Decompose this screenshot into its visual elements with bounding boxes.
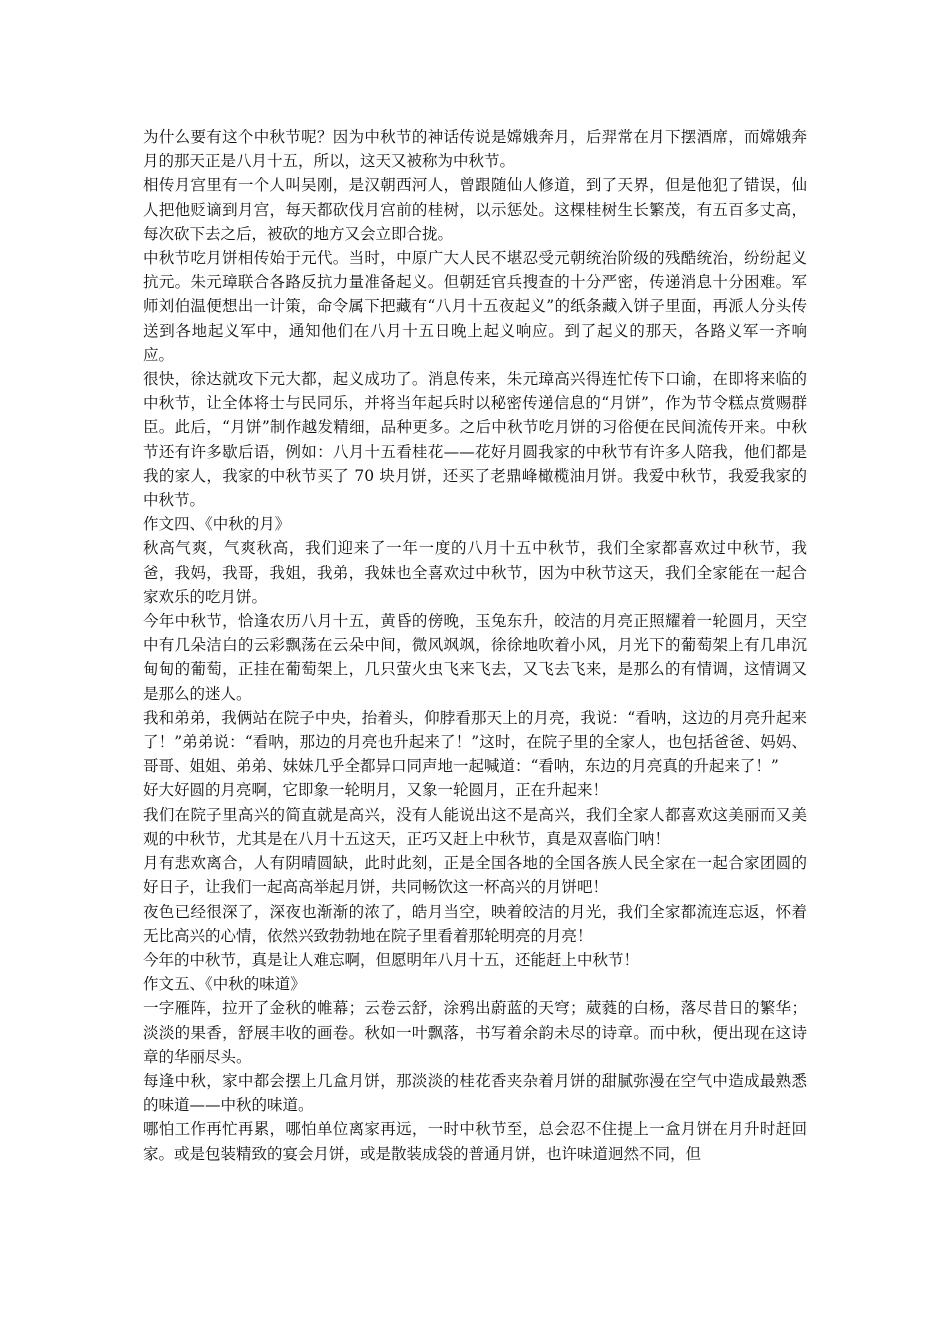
essay-four-heading: 作文四、《中秋的月》 bbox=[143, 515, 291, 534]
paragraph-reunion: 月有悲欢离合，人有阴晴圆缺，此时此刻，正是全国各地的全国各族人民全家在一起合家团圆的好日子，让我们一起高高举起月饼，共同畅饮这一杯高兴的月饼吧！ bbox=[143, 854, 807, 897]
paragraph-watching-moon: 我和弟弟，我俩站在院子中央，抬着头，仰脖看那天上的月亮，我说：“看呐，这边的月亮升起来了！”弟弟说：“看呐，那边的月亮也升起来了！”这时，在院子里的全家人，也包括爸爸、妈妈、哥哥、姐姐、弟弟、妹妹几乎全都异口同声地一起喊道：“看呐，东边的月亮真的升起来了！” bbox=[143, 708, 807, 776]
paragraph-wu-gang-legend: 相传月宫里有一个人叫吴刚，是汉朝西河人，曾跟随仙人修道，到了天界，但是他犯了错误，仙人把他贬谪到月宫，每天都砍伐月宫前的桂树，以示惩处。这棵桂树生长繁茂，有五百多丈高，每次砍下去之后，被砍的地方又会立即合拢。 bbox=[143, 176, 807, 243]
paragraph-mooncake-scent: 每逢中秋，家中都会摆上几盒月饼，那淡淡的桂花香夹杂着月饼的甜腻弥漫在空气中造成最熟悉的味道——中秋的味道。 bbox=[143, 1071, 807, 1115]
paragraph-autumn-scene: 一字雁阵，拉开了金秋的帷幕；云卷云舒，涂鸦出蔚蓝的天穹；葳蕤的白杨，落尽昔日的繁华；淡淡的果香，舒展丰收的画卷。秋如一叶飘落，书写着余韵未尽的诗章。而中秋，便出现在这诗章的华丽尽头。 bbox=[143, 999, 807, 1066]
paragraph-return-home: 哪怕工作再忙再累，哪怕单位离家再远，一时中秋节至，总会忍不住提上一盒月饼在月升时赶回家。或是包装精致的宴会月饼，或是散装成袋的普通月饼，也许味道迥然不同，但 bbox=[143, 1120, 807, 1163]
paragraph-mooncake-custom: 很快，徐达就攻下元大都，起义成功了。消息传来，朱元璋高兴得连忙传下口谕，在即将来临的中秋节，让全体将士与民同乐，并将当年起兵时以秘密传递信息的“月饼”，作为节令糕点赏赐群臣。此后，“月饼”制作越发精细，品种更多。之后中秋节吃月饼的习俗便在民间流传开来。中秋节还有许多歇后语，例如：八月十五看桂花——花好月圆我家的中秋节有许多人陪我，他们都是我的家人，我家的中秋节买了 70 块月饼，还买了老鼎峰橄榄油月饼。我爱中秋节，我爱我家的中秋节。 bbox=[143, 370, 807, 510]
paragraph-mooncake-origin: 中秋节吃月饼相传始于元代。当时，中原广大人民不堪忍受元朝统治阶级的残酷统治，纷纷起义抗元。朱元璋联合各路反抗力量准备起义。但朝廷官兵搜查的十分严密，传递消息十分困难。军师刘伯温便想出一计策，命令属下把藏有“八月十五夜起义”的纸条藏入饼子里面，再派人分头传送到各地起义军中，通知他们在八月十五日晚上起义响应。到了起义的那天，各路义军一齐响应。 bbox=[143, 249, 807, 364]
essay-five-heading: 作文五、《中秋的味道》 bbox=[143, 975, 306, 994]
paragraph-mid-autumn-origin: 为什么要有这个中秋节呢？因为中秋节的神话传说是嫦娥奔月，后羿常在月下摆酒席，而嫦娥奔月的那天正是八月十五，所以，这天又被称为中秋节。 bbox=[143, 128, 807, 171]
paragraph-family-festival: 秋高气爽，气爽秋高，我们迎来了一年一度的八月十五中秋节，我们全家都喜欢过中秋节，我爸，我妈，我哥，我姐，我弟，我妹也全喜欢过中秋节，因为中秋节这天，我们全家能在一起合家欢乐的吃月饼。 bbox=[143, 539, 807, 606]
paragraph-unforgettable: 今年的中秋节，真是让人难忘啊，但愿明年八月十五，还能赶上中秋节！ bbox=[143, 950, 640, 969]
paragraph-late-night: 夜色已经很深了，深夜也渐渐的浓了，皓月当空，映着皎洁的月光，我们全家都流连忘返，怀着无比高兴的心情，依然兴致勃勃地在院子里看着那轮明亮的月亮！ bbox=[143, 902, 807, 945]
paragraph-courtyard-joy: 我们在院子里高兴的简直就是高兴，没有人能说出这不是高兴，我们全家人都喜欢这美丽而又美观的中秋节，尤其是在八月十五这天，正巧又赶上中秋节，真是双喜临门呐！ bbox=[143, 805, 807, 848]
paragraph-moonlit-evening: 今年中秋节，恰逢农历八月十五，黄昏的傍晚，玉兔东升，皎洁的月亮正照耀着一轮圆月，天空中有几朵洁白的云彩飘荡在云朵中间，微风飒飒，徐徐地吹着小风，月光下的葡萄架上有几串沉甸甸的葡萄，正挂在葡萄架上，几只萤火虫飞来飞去，又飞去飞来，是那么的有情调，这情调又是那么的迷人。 bbox=[143, 612, 807, 703]
document-body bbox=[143, 125, 807, 1166]
paragraph-big-round-moon: 好大好圆的月亮啊，它即象一轮明月，又象一轮圆月，正在升起来！ bbox=[143, 781, 609, 800]
